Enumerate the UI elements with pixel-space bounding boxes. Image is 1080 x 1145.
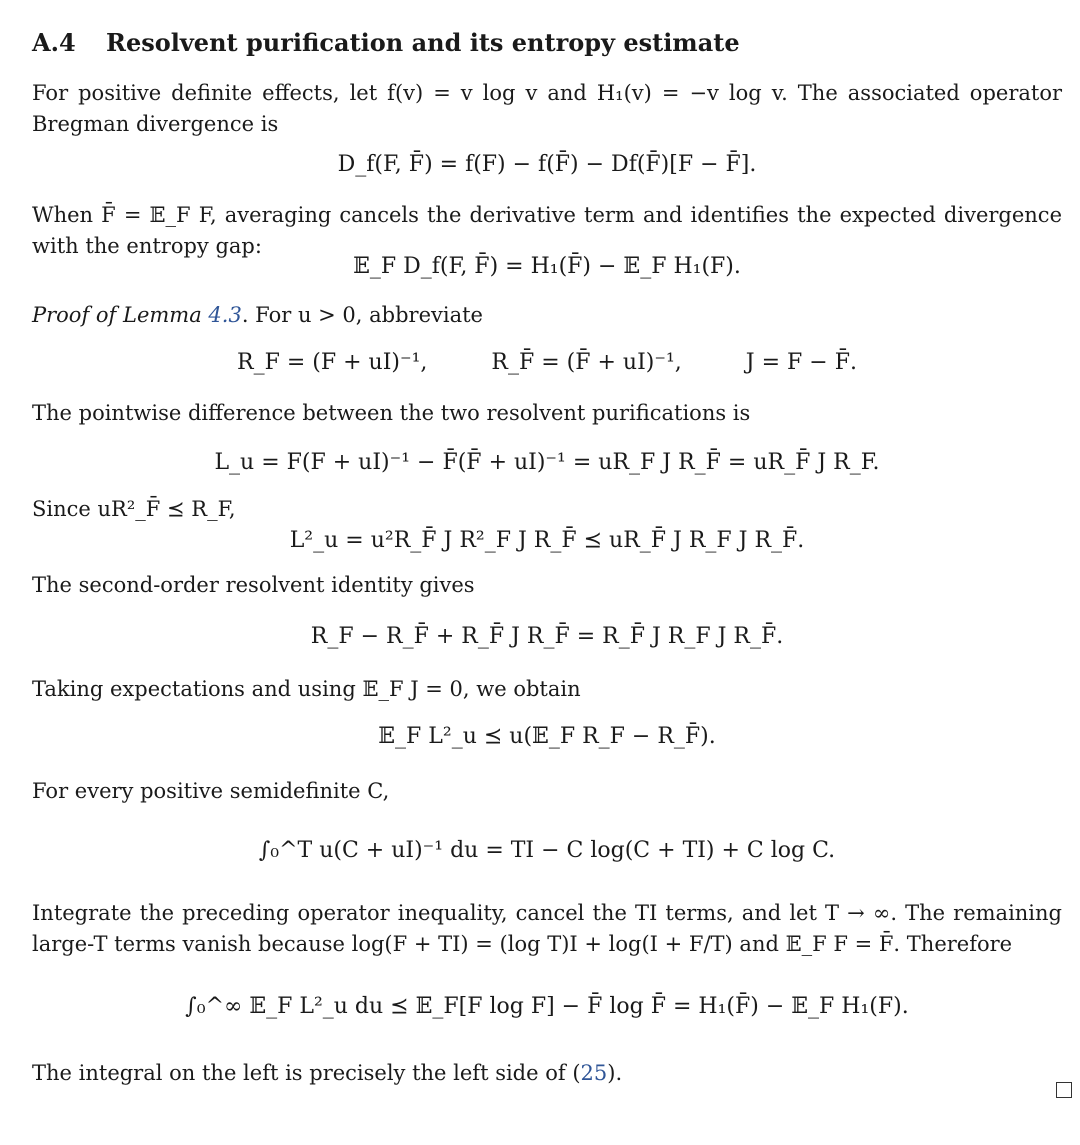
paragraph-bregman: For positive definite effects, let f(v) = v log v and H₁(v) = −v log v. The associated operator Bregman divergence is xyxy=(32,81,1062,136)
equation-bregman-divergence: D_f(F, F̄) = f(F) − f(F̄) − Df(F̄)[F − F̄]. xyxy=(337,152,757,177)
resolvent-rf: R_F = (F + uI)⁻¹, xyxy=(237,350,428,375)
equation-lu: L_u = F(F + uI)⁻¹ − F̄(F̄ + uI)⁻¹ = uR_F J R_F̄ = uR_F̄ J R_F. xyxy=(214,450,880,475)
paragraph-expectations: Taking expectations and using 𝔼_F J = 0, we obtain xyxy=(32,677,581,701)
equation-expected-lu: 𝔼_F L²_u ⪯ u(𝔼_F R_F − R_F̄). xyxy=(378,724,716,749)
paragraph-averaging: When F̄ = 𝔼_F F, averaging cancels the derivative term and identifies the expected divergence with the entropy gap: xyxy=(32,203,1062,258)
paragraph-resolvent-identity: The second-order resolvent identity gives xyxy=(32,573,475,597)
equation-entropy-gap: 𝔼_F D_f(F, F̄) = H₁(F̄) − 𝔼_F H₁(F). xyxy=(353,254,741,279)
paragraph-since: Since uR²_F̄ ⪯ R_F, xyxy=(32,497,236,521)
paragraph-conclusion xyxy=(32,1058,1062,1092)
equation-integral-identity: ∫₀^T u(C + uI)⁻¹ du = TI − C log(C + TI) + C log C. xyxy=(258,838,836,863)
difference-j: J = F − F̄. xyxy=(745,350,857,375)
equation-resolvents xyxy=(32,348,1062,388)
section-number: A.4 xyxy=(32,28,76,57)
resolvent-rfbar: R_F̄ = (F̄ + uI)⁻¹, xyxy=(491,350,682,375)
conclusion-end: ). xyxy=(607,1061,623,1085)
equation-lu-squared: L²_u = u²R_F̄ J R²_F J R_F̄ ⪯ uR_F̄ J R_F J R_F̄. xyxy=(289,528,805,553)
paragraph-integrate: Integrate the preceding operator inequality, cancel the TI terms, and let T → ∞. The remaining large-T terms vanish because log(F + TI) = (log T)I + log(I + F/T) and 𝔼_F F = F̄. Therefore xyxy=(32,901,1062,956)
paper-page xyxy=(32,26,1062,1092)
equation-second-order-identity: R_F − R_F̄ + R_F̄ J R_F̄ = R_F̄ J R_F J R_F̄. xyxy=(310,624,784,649)
paragraph-psd: For every positive semidefinite C, xyxy=(32,779,390,803)
equation-final-integral: ∫₀^∞ 𝔼_F L²_u du ⪯ 𝔼_F[F log F] − F̄ log F̄ = H₁(F̄) − 𝔼_F H₁(F). xyxy=(185,994,909,1019)
paragraph-pointwise-difference: The pointwise difference between the two resolvent purifications is xyxy=(32,401,751,425)
equation-reference-link[interactable]: 25 xyxy=(580,1061,608,1085)
section-title: Resolvent purification and its entropy estimate xyxy=(106,28,740,57)
lemma-reference-link[interactable]: 4.3 xyxy=(208,303,242,327)
proof-intro-text: . For u > 0, abbreviate xyxy=(241,303,483,327)
section-heading xyxy=(32,26,1062,60)
conclusion-text: The integral on the left is precisely the left side of ( xyxy=(32,1061,581,1085)
qed-square-icon xyxy=(1056,1082,1072,1098)
proof-label: Proof of Lemma xyxy=(32,303,202,327)
proof-intro xyxy=(32,300,1062,334)
